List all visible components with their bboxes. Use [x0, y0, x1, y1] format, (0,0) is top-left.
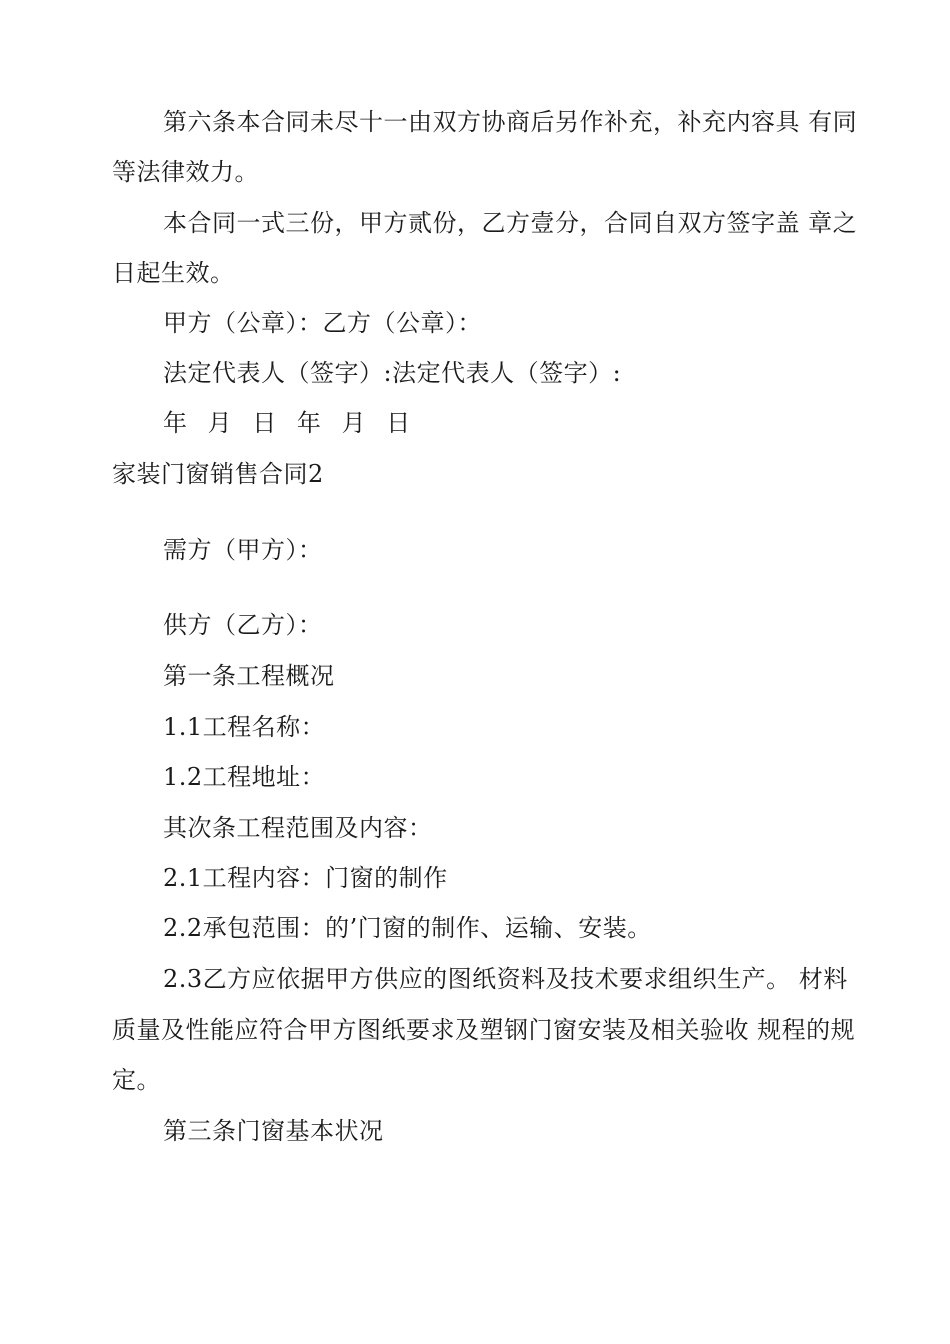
contract-2-title: 家装门窗销售合同2	[112, 460, 324, 488]
item-2-2: 2.2承包范围：的’门窗的制作、运输、安装。	[163, 914, 652, 942]
buyer-line: 需方（甲方）：	[163, 536, 323, 564]
representative-signature-line: 法定代表人（签字）:法定代表人（签字）:	[163, 359, 622, 387]
date-month-1: 月	[207, 409, 233, 437]
date-day-2: 日	[386, 409, 411, 437]
date-day-1: 日	[252, 409, 277, 437]
article-2-heading: 其次条工程范围及内容：	[163, 814, 433, 842]
article-1-heading: 第一条工程概况	[163, 662, 335, 690]
article-6-line-1: 第六条本合同未尽十一由双方协商后另作补充，补充内容具 有同	[163, 108, 858, 136]
date-year-1: 年	[163, 409, 188, 437]
item-2-3-line-3: 定。	[112, 1066, 161, 1094]
item-2-3-line-1: 2.3乙方应依据甲方供应的图纸资料及技术要求组织生产。 材料	[163, 965, 848, 993]
date-month-2: 月	[341, 409, 367, 437]
item-1-2: 1.2工程地址：	[163, 763, 326, 791]
copies-clause-line-1: 本合同一式三份，甲方贰份，乙方壹分，合同自双方签字盖 章之	[163, 209, 858, 237]
copies-clause-line-2: 日起生效。	[112, 259, 235, 287]
article-6-line-2: 等法律效力。	[112, 158, 259, 186]
supplier-line: 供方（乙方）：	[163, 611, 323, 639]
article-3-heading: 第三条门窗基本状况	[163, 1117, 384, 1145]
item-1-1: 1.1工程名称：	[163, 713, 326, 741]
date-line	[163, 408, 423, 438]
item-2-1: 2.1工程内容：门窗的制作	[163, 864, 448, 892]
seal-line: 甲方（公章）：乙方（公章）：	[163, 309, 482, 337]
item-2-3-line-2: 质量及性能应符合甲方图纸要求及塑钢门窗安装及相关验收 规程的规	[112, 1016, 856, 1044]
date-year-2: 年	[296, 409, 322, 437]
